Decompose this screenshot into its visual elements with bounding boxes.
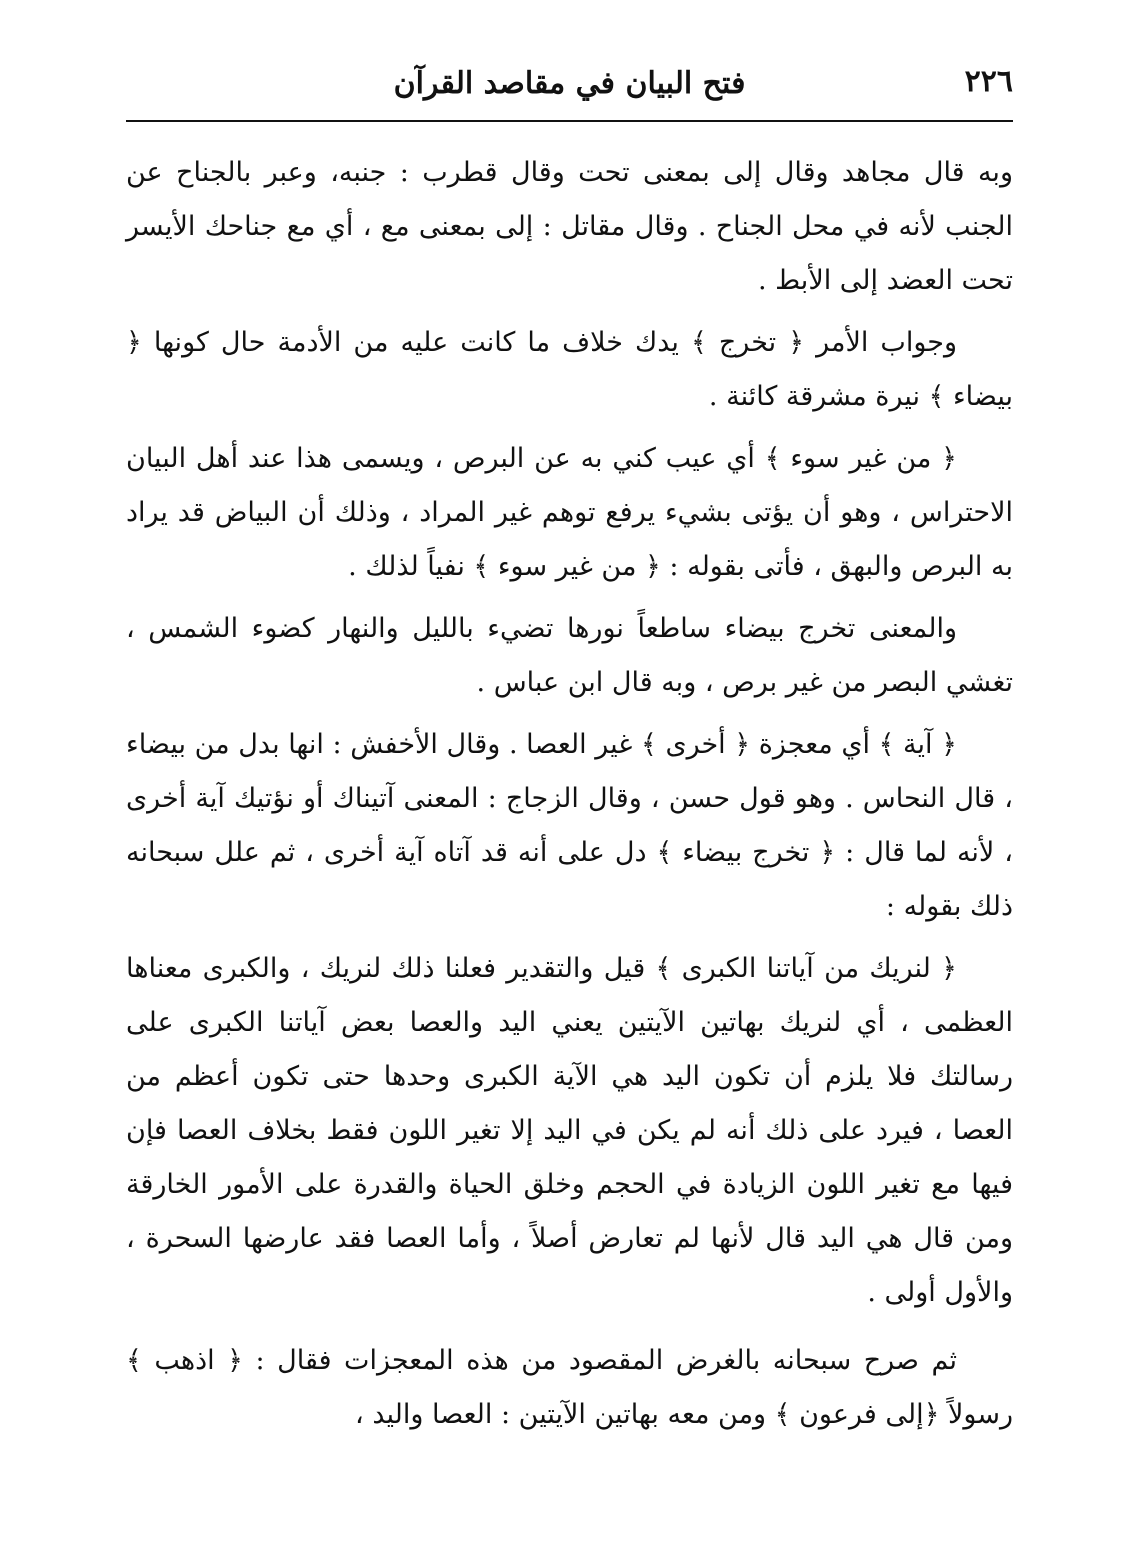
page-number: ٢٢٦ xyxy=(964,64,1013,99)
header-rule xyxy=(126,120,1013,122)
paragraph-5: ﴿ آية ﴾ أي معجزة ﴿ أخرى ﴾ غير العصا . وقال الأخفش : انها بدل من بيضاء ، قال النحاس . وهو قول حسن ، وقال الزجاج : المعنى آتيناك أو نؤتيك آية أخرى ، لأنه لما قال : ﴿ تخرج بيضاء ﴾ دل على أنه قد آتاه آية أخرى ، ثم علل سبحانه ذلك بقوله : xyxy=(126,729,1013,922)
paragraph-7: ثم صرح سبحانه بالغرض المقصود من هذه المعجزات فقال : ﴿ اذهب ﴾ رسولاً ﴿إلى فرعون ﴾ ومن معه بهاتين الآيتين : العصا واليد ، xyxy=(126,1345,1013,1430)
paragraph-6: ﴿ لنريك من آياتنا الكبرى ﴾ قيل والتقدير فعلنا ذلك لنريك ، والكبرى معناها العظمى ، أي لنريك بهاتين الآيتين يعني اليد والعصا بعض آياتنا الكبرى على رسالتك فلا يلزم أن تكون اليد هي الآية الكبرى وحدها حتى تكون أعظم من العصا ، فيرد على ذلك أنه لم يكن في اليد إلا تغير اللون فقط بخلاف العصا فإن فيها مع تغير اللون الزيادة في الحجم وخلق الحياة والقدرة على الأمور الخارقة ومن قال هي اليد قال لأنها لم تعارض أصلاً ، وأما العصا فقد عارضها السحرة ، والأول أولى . xyxy=(126,953,1013,1308)
paragraph-3: ﴿ من غير سوء ﴾ أي عيب كني به عن البرص ، ويسمى هذا عند أهل البيان الاحتراس ، وهو أن يؤتى بشيء يرفع توهم غير المراد ، وذلك أن البياض قد يراد به البرص والبهق ، فأتى بقوله : ﴿ من غير سوء ﴾ نفياً لذلك . xyxy=(126,443,1013,582)
paragraph-1: وبه قال مجاهد وقال إلى بمعنى تحت وقال قطرب : جنبه، وعبر بالجناح عن الجنب لأنه في محل الجناح . وقال مقاتل : إلى بمعنى مع ، أي مع جناحك الأيسر تحت العضد إلى الأبط . xyxy=(126,157,1013,296)
paragraph-2: وجواب الأمر ﴿ تخرج ﴾ يدك خلاف ما كانت عليه من الأدمة حال كونها ﴿ بيضاء ﴾ نيرة مشرقة كائنة . xyxy=(126,327,1013,412)
paragraph-4: والمعنى تخرج بيضاء ساطعاً نورها تضيء بالليل والنهار كضوء الشمس ، تغشي البصر من غير برص ، وبه قال ابن عباس . xyxy=(126,613,1013,698)
page-header xyxy=(126,58,1013,120)
body-text xyxy=(126,146,1013,1450)
running-title: فتح البيان في مقاصد القرآن xyxy=(393,66,746,101)
